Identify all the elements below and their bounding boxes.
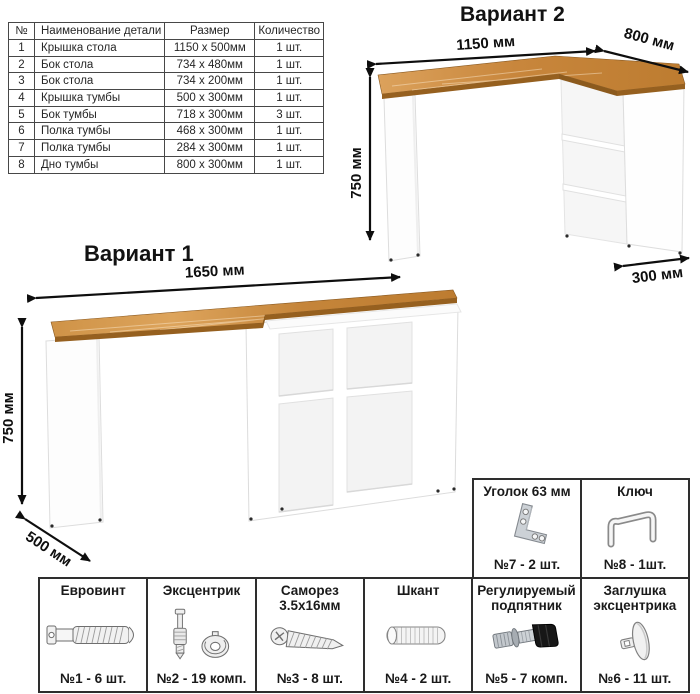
shelf-opening xyxy=(279,398,333,512)
hardware-count: №3 - 8 шт. xyxy=(276,671,343,686)
table-row: 4 Крышка тумбы 500 x 300мм 1 шт. xyxy=(9,90,324,107)
dim-label-500: 500 мм xyxy=(22,528,75,571)
shelf-opening xyxy=(347,391,412,492)
dim-label-750: 750 мм xyxy=(348,147,365,199)
dowel-icon xyxy=(382,598,454,671)
hardware-item-adjustable-foot xyxy=(471,579,579,691)
hardware-name: Ключ xyxy=(617,484,653,499)
dim-label-750: 750 мм xyxy=(0,392,17,444)
hardware-item-corner-bracket xyxy=(474,480,580,577)
col-size: Размер xyxy=(165,23,255,40)
hardware-name: Саморез 3.5x16мм xyxy=(279,583,341,614)
variant1-illustration xyxy=(0,258,475,576)
col-qty: Количество xyxy=(255,23,324,40)
parts-header-row xyxy=(9,23,324,40)
dim-label-1650: 1650 мм xyxy=(184,261,246,282)
dim-label-300: 300 мм xyxy=(630,263,684,288)
shelf-recess xyxy=(561,80,627,244)
variant2-desk xyxy=(378,56,685,262)
variant1-desk xyxy=(46,290,461,528)
hardware-count: №4 - 2 шт. xyxy=(385,671,452,686)
col-part-name: Наименование детали xyxy=(35,23,165,40)
corner-bracket-icon xyxy=(495,499,559,557)
cam-lock-icon xyxy=(161,598,241,671)
table-row: 1 Крышка стола 1150 x 500мм 1 шт. xyxy=(9,40,324,57)
parts-table xyxy=(8,22,324,174)
shelf-opening xyxy=(279,329,333,396)
col-number: № xyxy=(9,23,35,40)
dim-label-1150: 1150 мм xyxy=(455,32,516,55)
hardware-row-top xyxy=(472,478,690,579)
table-row: 5 Бок тумбы 718 x 300мм 3 шт. xyxy=(9,106,324,123)
hardware-name: Заглушка эксцентрика xyxy=(593,583,677,614)
hardware-name: Евровинт xyxy=(60,583,126,598)
shelf-opening xyxy=(347,322,412,389)
hardware-name: Шкант xyxy=(396,583,440,598)
euro-screw-icon xyxy=(45,598,141,671)
variant1-title: Вариант 1 xyxy=(84,241,194,266)
table-row: 3 Бок стола 734 x 200мм 1 шт. xyxy=(9,73,324,90)
hex-key-icon xyxy=(599,499,671,557)
hardware-count: №7 - 2 шт. xyxy=(493,557,561,572)
hardware-item-cam-lock xyxy=(146,579,254,691)
hardware-count: №1 - 6 шт. xyxy=(60,671,127,686)
hardware-count: №6 - 11 шт. xyxy=(598,671,672,686)
table-row: 2 Бок стола 734 x 480мм 1 шт. xyxy=(9,56,324,73)
left-panel xyxy=(46,337,103,528)
hardware-row-bottom xyxy=(38,577,690,693)
screw-icon xyxy=(267,613,353,671)
dim-label-800: 800 мм xyxy=(622,24,677,55)
hardware-name: Эксцентрик xyxy=(162,583,241,598)
table-row: 8 Дно тумбы 800 x 300мм 1 шт. xyxy=(9,156,324,173)
cam-cover-icon xyxy=(606,613,664,671)
variant2-title: Вариант 2 xyxy=(460,3,565,26)
hardware-name: Регулируемый подпятник xyxy=(477,583,576,614)
hardware-item-key xyxy=(580,480,688,577)
hardware-name: Уголок 63 мм xyxy=(483,484,571,499)
hardware-count: №5 - 7 комп. xyxy=(485,671,568,686)
hardware-count: №8 - 1шт. xyxy=(603,557,667,572)
hardware-count: №2 - 19 комп. xyxy=(156,671,247,686)
adjustable-foot-icon xyxy=(486,613,566,671)
variant2-illustration xyxy=(348,24,700,290)
hardware-item-screw xyxy=(255,579,363,691)
hardware-item-euro-screw xyxy=(40,579,146,691)
hardware-item-dowel xyxy=(363,579,471,691)
table-row: 7 Полка тумбы 284 x 300мм 1 шт. xyxy=(9,140,324,157)
dim-arrow-1650 xyxy=(36,277,400,298)
right-panel xyxy=(623,85,684,252)
table-row: 6 Полка тумбы 468 x 300мм 1 шт. xyxy=(9,123,324,140)
hardware-item-cam-cover xyxy=(580,579,688,691)
